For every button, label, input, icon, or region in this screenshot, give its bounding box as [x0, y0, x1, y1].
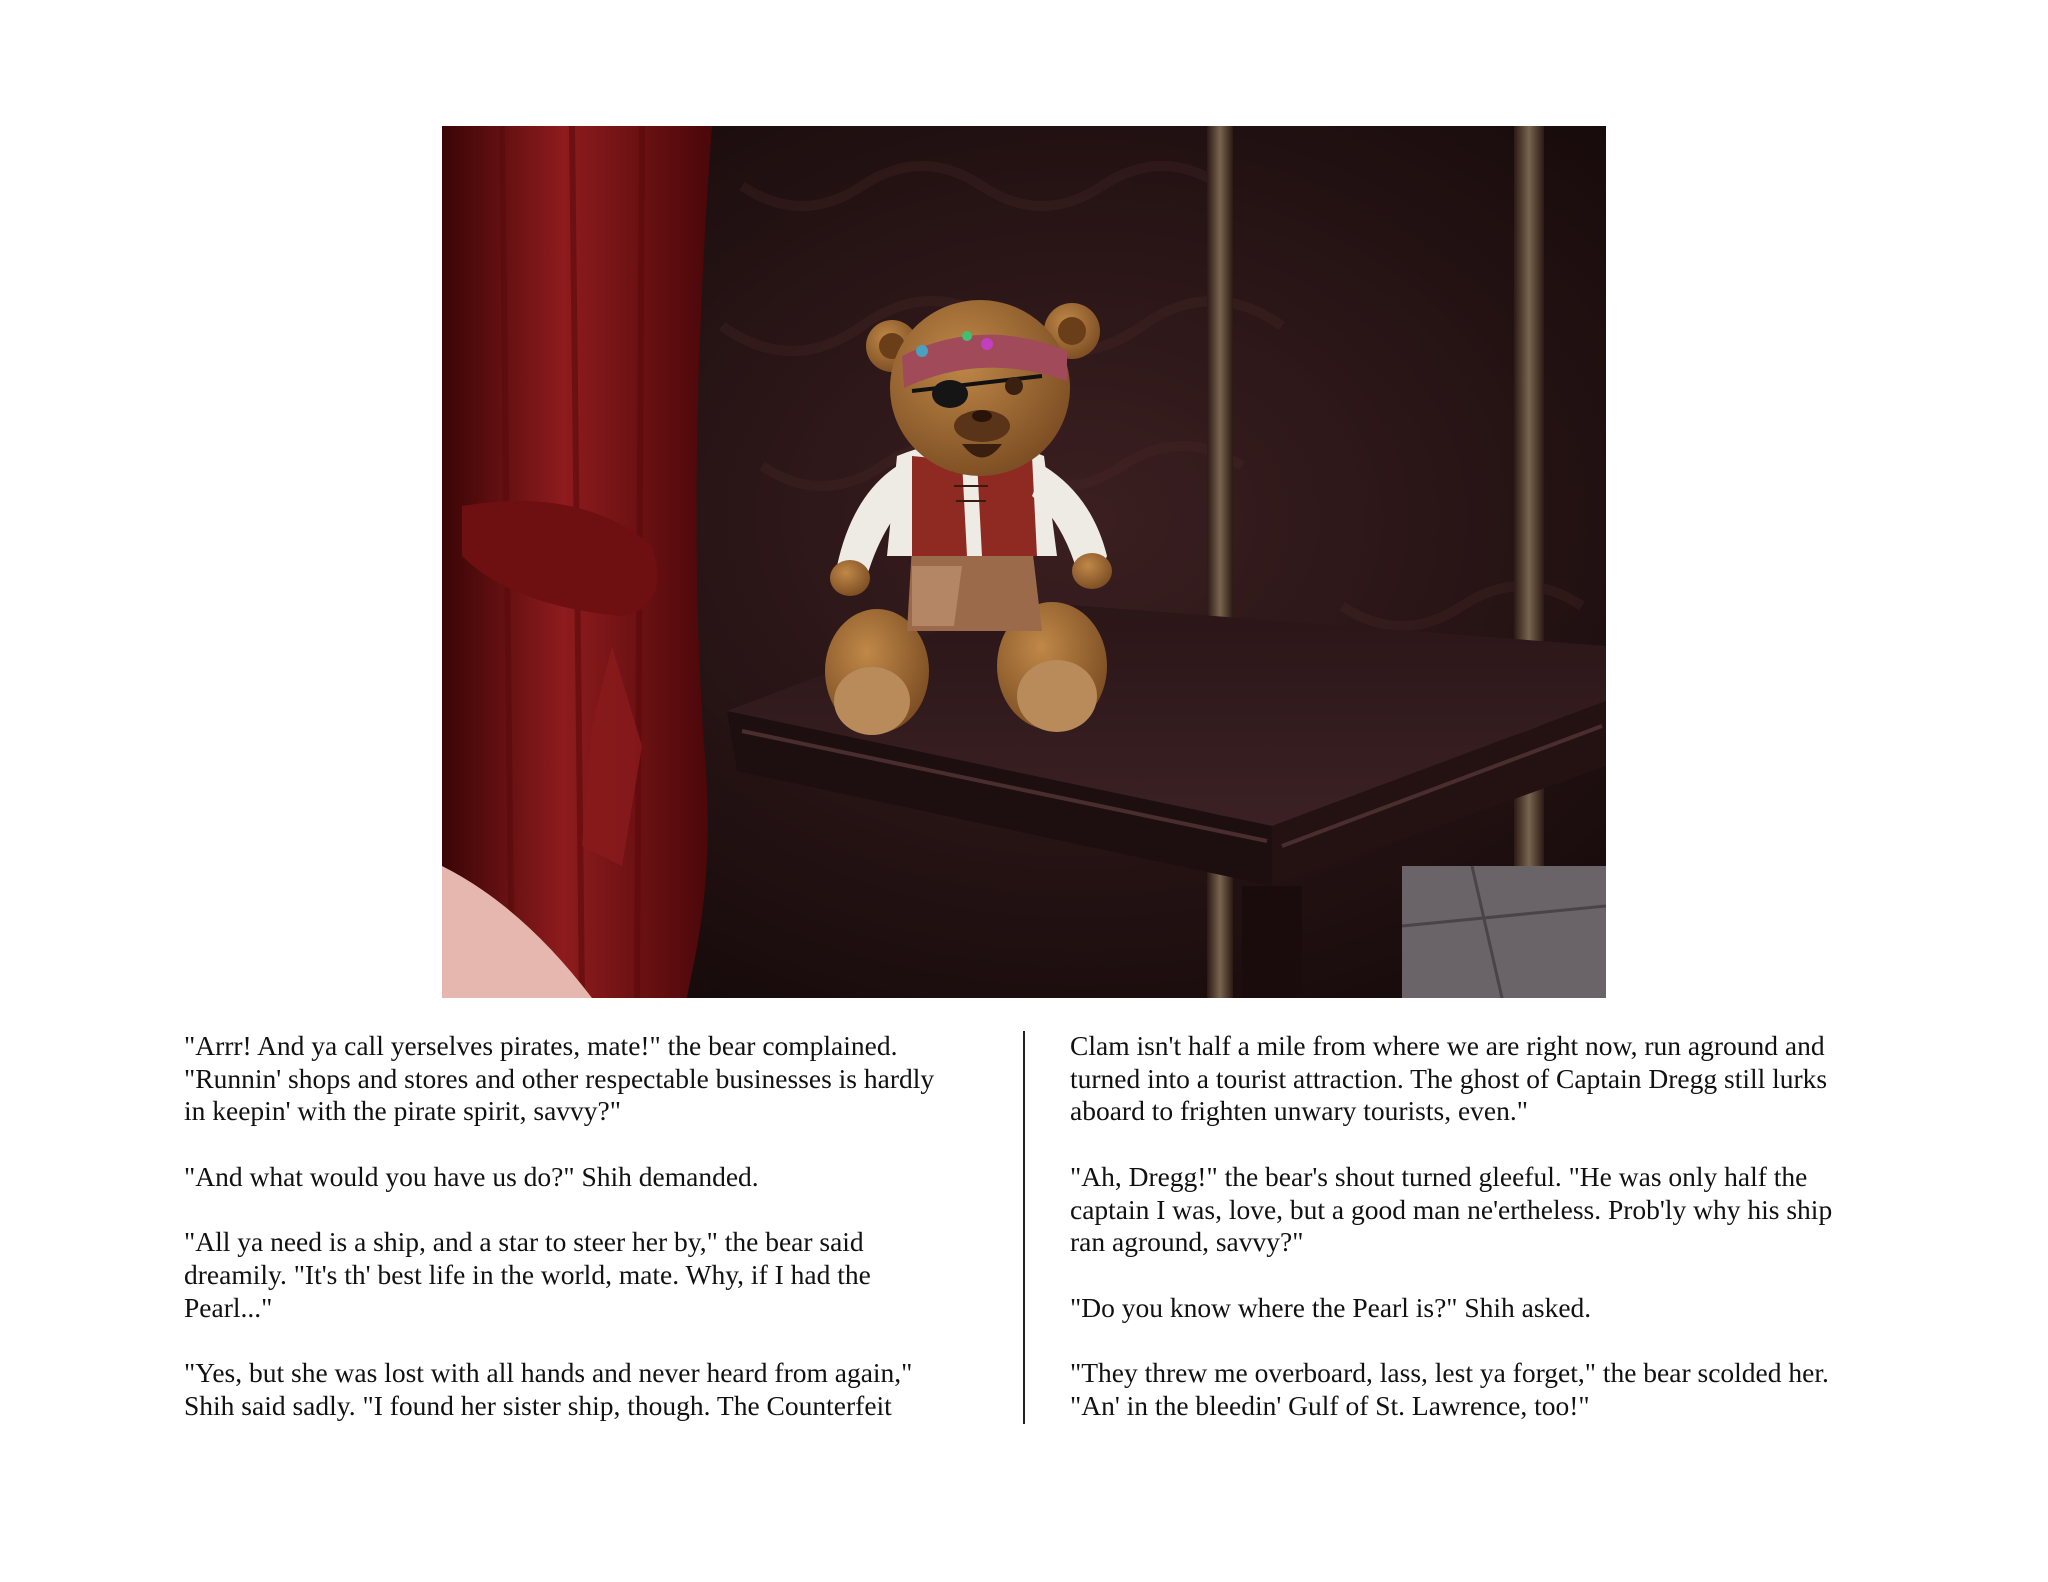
paragraph: "They threw me overboard, lass, lest ya forget," the bear scolded her. "An' in the bleedin' Gulf of St. Lawrence, too!"	[1070, 1356, 1829, 1421]
column-divider	[1023, 1031, 1025, 1424]
story-column-right	[1070, 1030, 1880, 1455]
paragraph: "All ya need is a ship, and a star to steer her by," the bear said dreamily. "It's th' best life in the world, mate. Why, if I had the Pearl..."	[184, 1226, 871, 1323]
paragraph: Clam isn't half a mile from where we are right now, run aground and turned into a tourist attraction. The ghost of Captain Dregg still lurks aboard to frighten unwary tourists, even."	[1070, 1030, 1828, 1127]
pirate-bear-scene	[442, 126, 1606, 998]
paragraph: "Arrr! And ya call yerselves pirates, mate!" the bear complained. "Runnin' shops and stores and other respectable businesses is hardly in keepin' with the pirate spirit, savvy?"	[184, 1030, 935, 1127]
paragraph: "Do you know where the Pearl is?" Shih asked.	[1070, 1291, 1592, 1323]
paragraph: "Yes, but she was lost with all hands and never heard from again," Shih said sadly. "I found her sister ship, though. The Counterfeit	[184, 1356, 913, 1421]
paragraph: "And what would you have us do?" Shih demanded.	[184, 1160, 759, 1192]
story-illustration	[442, 126, 1606, 998]
paragraph: "Ah, Dregg!" the bear's shout turned gleeful. "He was only half the captain I was, love, but a good man ne'ertheless. Prob'ly why his ship ran aground, savvy?"	[1070, 1160, 1833, 1258]
story-column-left	[184, 1030, 984, 1455]
